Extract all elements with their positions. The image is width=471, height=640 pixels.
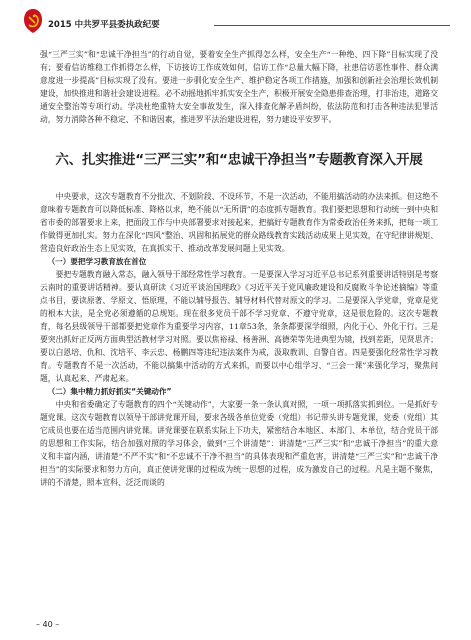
paragraph: 强“三严三实”和“忠诚干净担当”的行动自觉，要着安全生产抓得怎么样，安全生产“一种绝、四下降”目标实现了没有；要看信访维稳工作抓得怎么样，下访接访工作成效如何，信访工作“总量大幅下降，社患信访恶性事件、群众满意度进一步提高”目标实现了没有。要进一步驯化安全生产、维护稳定各项工作措施，加强和创新社会治理长效机制建设，加快推进和谐社会建设进程。必不动摇地抓牢抓实安全生产，积极开展安全隐患排查治理，打非治违，道路交通安全整治等专项行动。学决杜绝重特大安全事故发生，深入排查化解矛盾纠纷，依法防范和打击各种违法犯罪活动，努力消除各种不稳定、不和谐因素，推进罗平法治建设进程，努力建设平安罗平。 (40, 50, 438, 124)
subsection-heading: （二）集中精力抓好抓实“关键动作” (47, 387, 172, 396)
party-emblem-icon (22, 8, 44, 34)
page-number: – 40 – (36, 620, 60, 629)
paragraph: 中央要求，这次专题教育不分批次、不划阶段、不设环节，不是一次活动，不能用搞活动的办法来抓。但这绝不意味着专题教育可以降低标准、降格以求，绝不能以“无所谓”的态度抓专题教育。我们要把思想和行动统一到中央和省市委的部署要求上来，把面段工作与中央部署要求对接起来，把搞好专题教育作为常委政治任务来抓，把每一项工作做得更加扎实。努力在深化“四风”整治、巩固和拓展党的群众路线教育实践活动成果上见实效，在守纪律讲规矩、营造良好政治生态上见实效，在真抓实干、推动改革发展问题上见实效。 (40, 192, 438, 253)
paragraph: 中央和省委确定了专题教育的四个“关键动作”，大家要一条一条认真对照，一项一项抓落实抓到位。一是抓好专题党课。这次专题教育以领导干部讲党课开局，要求各级各单位党委（党组）书记带头讲专题党课，党委（党组）其它成员也要在适当范围内讲党课。讲党课要在联系实际上下功夫，紧密结合本地区、本部门、本单位，结合党员干部的思想和工作实际，结合加强对照的学习体会，做到“三个讲清楚”：讲清楚“三严三实”和“忠诚干净担当”的重大意义和丰富内涵，讲清楚“不严不实”和“不忠诚不干净不担当”的具体表现和严重危害，讲清楚“三严三实”和“忠诚干净担当”的实际要求和努力方向，真正使讲党课的过程成为统一思想的过程，成为激发自己的过程。凡是主题不聚焦，讲的不清楚，照本宣科、泛泛而谈的 (40, 400, 438, 487)
page-header (22, 8, 460, 38)
paragraph: 要把专题教育融入常态，融入领导干部经常性学习教育。一是要深入学习习近平总书记系列重要讲话特别是考察云南时的重要讲话精神。要认真研读《习近平谈治国理政》《习近平关于党风廉政建设和反腐败斗争论述摘编》等重点书目，要读原著、学原文、悟原理，不能以辅导报告、辅导材料代替对原文的学习。二是要深入学党章，党章是党的根本大法，是全党必须遵循的总规矩。现在很多党员干部不学习党章、不遵守党章，这是很危险的。这次专题教育，每名县级领导干部都要把党章作为重要学习内容，11章53条，条条都要深学细照，内化于心、外化于行。三是要突出抓好正反两方面典型活教材学习对照。要以焦裕禄、杨善洲、高德荣等先进典型为镜，找到差距，见贤思齐；要以白恩培、仇和、沈培平、李云忠、杨鹏四等违纪违法案件为戒，汲取教训、自警自省。四是要强化经常性学习教育。专题教育不是一次活动，不能以搞集中活动的方式来抓，而要以中心组学习、“三会一课”来强化学习，聚焦问题，认真起来、严肃起来。 (40, 270, 438, 383)
header-title: 2015 中共罗平县委执政纪要 (48, 20, 160, 30)
document-body (40, 48, 438, 489)
header-rule (214, 25, 450, 26)
subsection-heading: （一）要把学习教育放在首位 (47, 257, 147, 266)
section-title: 六、扎实推进“三严三实”和“忠诚干净担当”专题教育深入开展 (55, 152, 423, 168)
